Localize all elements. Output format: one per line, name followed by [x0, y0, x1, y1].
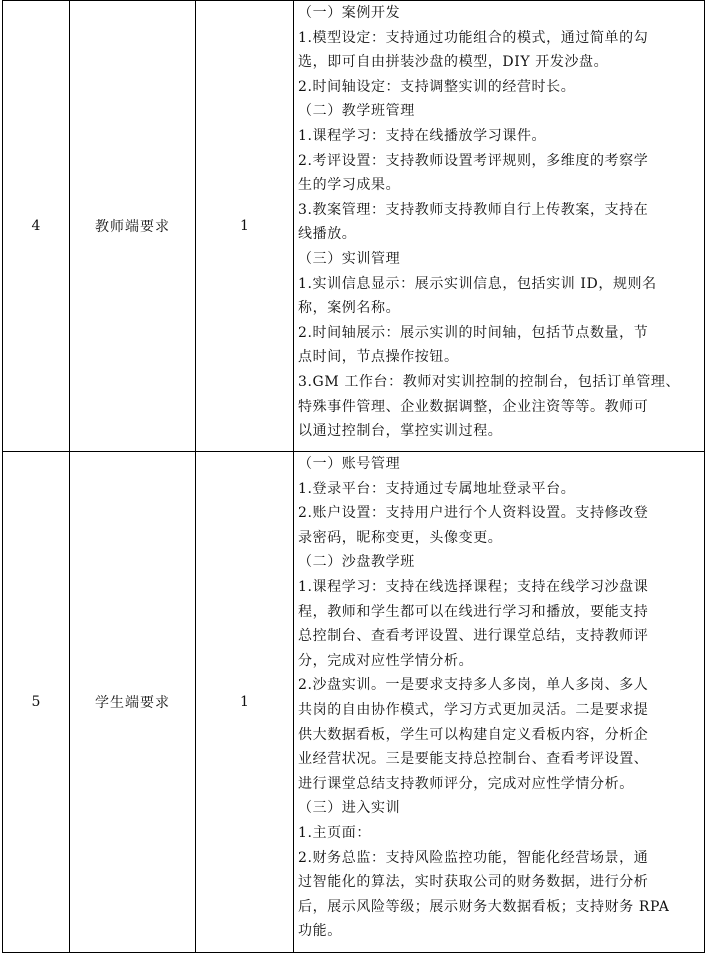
- row-name: 学生端要求: [70, 452, 196, 953]
- row-index: 4: [3, 1, 70, 452]
- row-content: [294, 1, 705, 452]
- content-line: 1.课程学习：支持在线播放学习课件。: [298, 127, 547, 144]
- row-content: [294, 452, 705, 953]
- content-line: 3.GM 工作台：教师对实训控制的控制台，包括订单管理、: [298, 373, 681, 390]
- content-line: 共岗的自由协作模式，学习方式更加灵活。二是要求提: [298, 701, 649, 718]
- content-line: （一）案例开发: [298, 5, 401, 21]
- content-line: 3.教案管理：支持教师支持教师自行上传教案，支持在: [298, 201, 649, 218]
- content-line: 称，案例名称。: [298, 300, 401, 317]
- content-line: 1.登录平台：支持通过专属地址登录平台。: [298, 480, 576, 497]
- content-line: 2.财务总监：支持风险监控功能，智能化经营场景，通: [298, 849, 649, 866]
- content-line: 点时间，节点操作按钮。: [298, 349, 459, 366]
- content-line: 2.账户设置：支持用户进行个人资料设置。支持修改登: [298, 505, 649, 522]
- table-row: [3, 452, 705, 953]
- row-index: 5: [3, 452, 70, 953]
- content-line: 以通过控制台，掌控实训过程。: [298, 423, 503, 440]
- row-name: 教师端要求: [70, 1, 196, 452]
- content-line: 业经营状况。三是要能支持总控制台、查看考评设置、: [298, 751, 649, 768]
- content-line: 进行课堂总结支持教师评分，完成对应性学情分析。: [298, 775, 634, 792]
- content-line: 过智能化的算法，实时获取公司的财务数据，进行分析: [298, 874, 649, 891]
- content-line: 1.模型设定：支持通过功能组合的模式，通过简单的勾: [298, 29, 649, 46]
- content-line: 特殊事件管理、企业数据调整，企业注资等等。教师可: [298, 398, 649, 415]
- content-line: 后，展示风险等级；展示财务大数据看板；支持财务 RPA: [298, 898, 670, 915]
- content-line: 总控制台、查看考评设置、进行课堂总结，支持教师评: [298, 628, 649, 645]
- content-line: （二）沙盘教学班: [298, 554, 415, 571]
- content-line: 1.实训信息显示：展示实训信息，包括实训 ID，规则名: [298, 275, 657, 292]
- content-line: （二）教学班管理: [298, 103, 415, 120]
- content-line: 录密码，昵称变更，头像变更。: [298, 529, 503, 546]
- content-line: 1.主页面：: [298, 824, 371, 841]
- content-line: 1.课程学习：支持在线选择课程；支持在线学习沙盘课: [298, 578, 649, 595]
- content-line: 2.时间轴设定：支持调整实训的经营时长。: [298, 78, 576, 95]
- content-line: 2.沙盘实训。一是要求支持多人多岗，单人多岗、多人: [298, 677, 649, 694]
- row-quantity: 1: [196, 452, 294, 953]
- content-line: 功能。: [298, 923, 342, 940]
- content-line: （三）进入实训: [298, 800, 401, 817]
- content-line: 分，完成对应性学情分析。: [298, 652, 474, 669]
- table-row: [3, 1, 705, 452]
- content-line: （一）账号管理: [298, 456, 401, 472]
- content-line: 线播放。: [298, 226, 357, 243]
- requirements-table: [2, 0, 705, 953]
- content-line: （三）实训管理: [298, 250, 401, 267]
- content-line: 供大数据看板，学生可以构建自定义看板内容，分析企: [298, 726, 649, 743]
- content-line: 2.考评设置：支持教师设置考评规则，多维度的考察学: [298, 152, 649, 169]
- content-line: 2.时间轴展示：展示实训的时间轴，包括节点数量，节: [298, 324, 649, 341]
- content-line: 程，教师和学生都可以在线进行学习和播放，要能支持: [298, 603, 649, 620]
- content-line: 生的学习成果。: [298, 177, 401, 194]
- row-quantity: 1: [196, 1, 294, 452]
- content-line: 选，即可自由拼装沙盘的模型，DIY 开发沙盘。: [298, 54, 609, 71]
